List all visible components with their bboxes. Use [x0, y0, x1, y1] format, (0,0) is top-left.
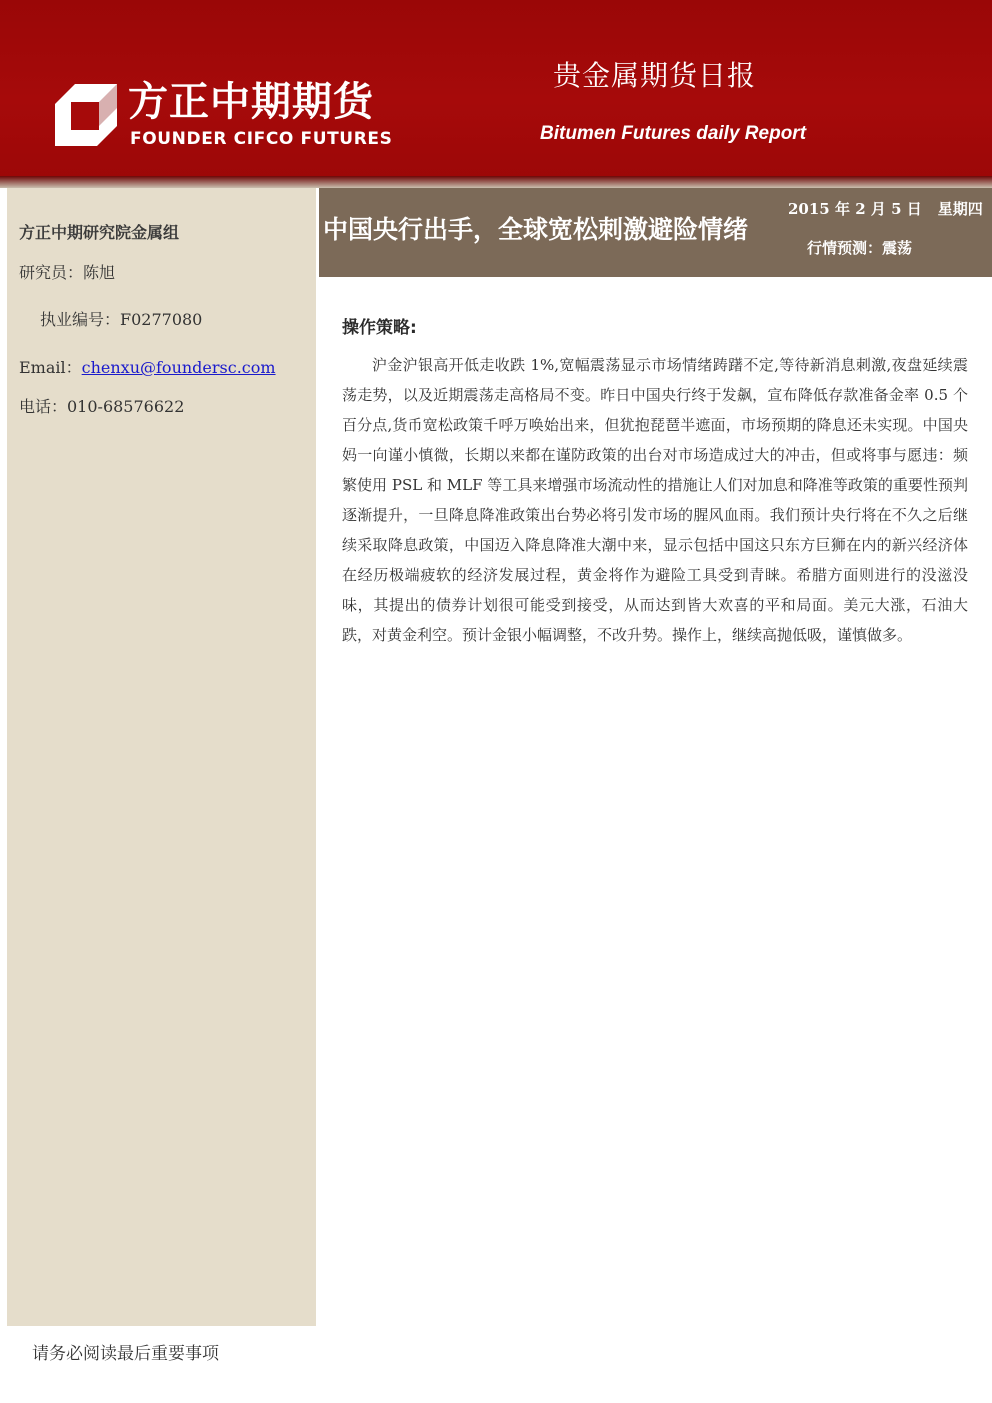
date-text: 2015 年 2 月 5 日 [788, 200, 922, 218]
header-shadow [0, 176, 992, 188]
email-row [19, 357, 276, 379]
strategy-heading: 操作策略: [342, 318, 417, 338]
email-link[interactable]: chenxu@foundersc.com [81, 358, 276, 377]
email-label: Email： [19, 358, 82, 377]
logo-chinese-name: 方正中期期货 [128, 79, 374, 125]
market-forecast: 行情预测：震荡 [807, 239, 913, 257]
report-title-english: Bitumen Futures daily Report [540, 123, 807, 144]
footer-note: 请务必阅读最后重要事项 [32, 1344, 219, 1364]
strategy-body: 沪金沪银高开低走收跌 1%,宽幅震荡显示市场情绪踌躇不定,等待新消息刺激,夜盘延续震荡走势，以及近期震荡走高格局不变。昨日中国央行终于发飙，宣布降低存款准备金率 0.5 个百分点,货币宽松政策千呼万唤始出来，但犹抱琵琶半遮面，市场预期的降息还未实现。中国央妈一向谨小慎微，长期以来都在谨防政策的出台对市场造成过大的冲击，但或将事与愿违：频繁使用 PSL 和 MLF 等工具来增强市场流动性的措施让人们对加息和降准等政策的重要性预判逐渐提升，一旦降息降准政策出台势必将引发市场的腥风血雨。我们预计央行将在不久之后继续采取降息政策，中国迈入降息降准大潮中来，显示包括中国这只东方巨狮在内的新兴经济体在经历极端疲软的经济发展过程，黄金将作为避险工具受到青睐。希腊方面则进行的没滋没味，其提出的债券计划很可能受到接受，从而达到皆大欢喜的平和局面。美元大涨，石油大跌，对黄金利空。预计金银小幅调整，不改升势。操作上，继续高抛低吸，谨慎做多。 [342, 356, 968, 644]
article-title: 中国央行出手，全球宽松刺激避险情绪 [323, 215, 749, 244]
research-department: 方正中期研究院金属组 [19, 223, 180, 242]
researcher-name: 研究员：陈旭 [19, 263, 116, 282]
weekday-text: 星期四 [937, 200, 983, 218]
founder-logo-icon [55, 84, 117, 146]
logo-english-name: FOUNDER CIFCO FUTURES [130, 129, 393, 149]
report-title-chinese: 贵金属期货日报 [553, 59, 757, 92]
report-date [788, 198, 983, 220]
license-number: 执业编号：F0277080 [40, 310, 203, 329]
phone-number: 电话：010-68576622 [19, 397, 185, 416]
